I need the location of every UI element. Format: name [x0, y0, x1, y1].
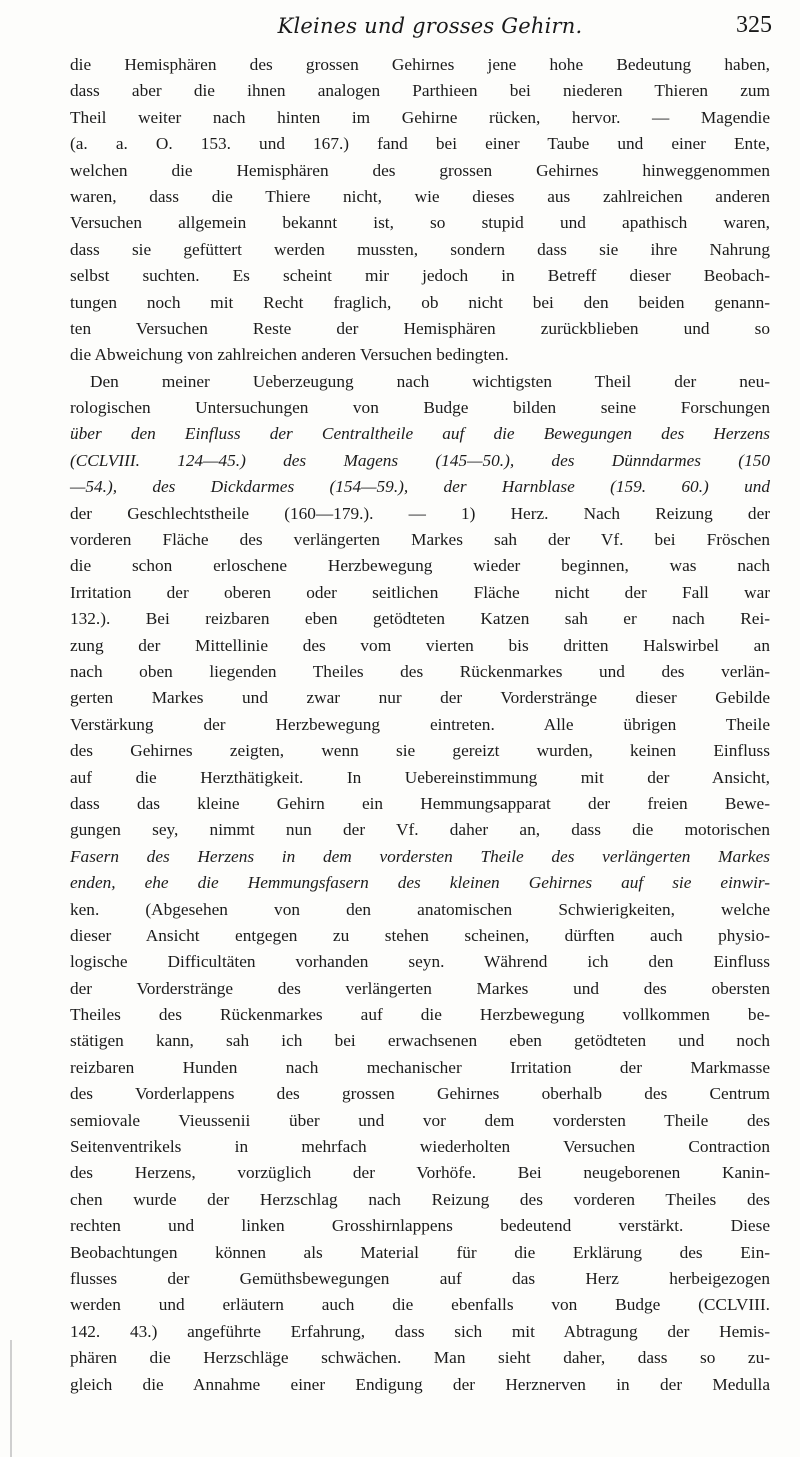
running-title: Kleines und grosses Gehirn.	[277, 14, 583, 38]
text-line: logische Difficultäten vorhanden seyn. Während ich den Einfluss	[70, 952, 770, 972]
text-line: Fasern des Herzens in dem vordersten Theile des verlängerten Markes	[70, 846, 770, 866]
text-line: enden, ehe die Hemmungsfasern des kleinen Gehirnes auf sie einwir-	[70, 873, 770, 893]
text-line: reizbaren Hunden nach mechanischer Irritation der Markmasse	[70, 1057, 770, 1077]
text-line: nach oben liegenden Theiles des Rückenmarkes und des verlän-	[70, 661, 770, 681]
text-line: des Vorderlappens des grossen Gehirnes oberhalb des Centrum	[70, 1084, 770, 1104]
body-text	[70, 52, 770, 1398]
page-header	[80, 12, 780, 48]
text-line: 142. 43.) angeführte Erfahrung, dass sich mit Abtragung der Hemis-	[70, 1321, 770, 1341]
paragraph-start-line: Den meiner Ueberzeugung nach wichtigsten Theil der neu-	[90, 371, 770, 391]
page-number: 325	[736, 12, 772, 38]
text-line: Theil weiter nach hinten im Gehirne rücken, hervor. — Magendie	[70, 107, 770, 127]
text-line: ten Versuchen Reste der Hemisphären zurückblieben und so	[70, 318, 770, 338]
text-line: die schon erloschene Herzbewegung wieder beginnen, was nach	[70, 556, 770, 576]
text-line: des Herzens, vorzüglich der Vorhöfe. Bei neugeborenen Kanin-	[70, 1163, 770, 1183]
text-line: selbst suchten. Es scheint mir jedoch in Betreff dieser Beobach-	[70, 266, 770, 286]
text-line: dieser Ansicht entgegen zu stehen scheinen, dürften auch physio-	[70, 925, 770, 945]
text-line: dass sie gefüttert werden mussten, sondern dass sie ihre Nahrung	[70, 239, 770, 259]
text-line: vorderen Fläche des verlängerten Markes sah der Vf. bei Fröschen	[70, 530, 770, 550]
text-line: die Abweichung von zahlreichen anderen Versuchen bedingten.	[70, 345, 509, 365]
text-line: dass das kleine Gehirn ein Hemmungsapparat der freien Bewe-	[70, 793, 770, 813]
text-line: rechten und linken Grosshirnlappens bedeutend verstärkt. Diese	[70, 1216, 770, 1236]
text-line: der Vorderstränge des verlängerten Markes und des obersten	[70, 978, 770, 998]
text-line: Theiles des Rückenmarkes auf die Herzbewegung vollkommen be-	[70, 1005, 770, 1025]
text-line: Seitenventrikels in mehrfach wiederholten Versuchen Contraction	[70, 1137, 770, 1157]
text-line: waren, dass die Thiere nicht, wie dieses aus zahlreichen anderen	[70, 186, 770, 206]
text-line: semiovale Vieussenii über und vor dem vordersten Theile des	[70, 1110, 770, 1130]
text-line: des Gehirnes zeigten, wenn sie gereizt wurden, keinen Einfluss	[70, 741, 770, 761]
text-line: chen wurde der Herzschlag nach Reizung des vorderen Theiles des	[70, 1189, 770, 1209]
text-line: gungen sey, nimmt nun der Vf. daher an, dass die motorischen	[70, 820, 770, 840]
text-line: —54.), des Dickdarmes (154—59.), der Harnblase (159. 60.) und	[70, 477, 770, 497]
text-line: flusses der Gemüthsbewegungen auf das Herz herbeigezogen	[70, 1268, 770, 1288]
text-line: ken. (Abgesehen von den anatomischen Schwierigkeiten, welche	[70, 899, 770, 919]
text-line: Beobachtungen können als Material für die Erklärung des Ein-	[70, 1242, 770, 1262]
text-line: Irritation der oberen oder seitlichen Fläche nicht der Fall war	[70, 582, 770, 602]
text-line: zung der Mittellinie des vom vierten bis dritten Halswirbel an	[70, 635, 770, 655]
page-edge-shadow	[10, 1340, 12, 1457]
text-line: 132.). Bei reizbaren eben getödteten Katzen sah er nach Rei-	[70, 609, 770, 629]
text-line: Verstärkung der Herzbewegung eintreten. Alle übrigen Theile	[70, 714, 770, 734]
text-line: der Geschlechtstheile (160—179.). — 1) Herz. Nach Reizung der	[70, 503, 770, 523]
text-line: auf die Herzthätigkeit. In Uebereinstimmung mit der Ansicht,	[70, 767, 770, 787]
text-line: über den Einfluss der Centraltheile auf die Bewegungen des Herzens	[70, 424, 770, 444]
text-line: tungen noch mit Recht fraglich, ob nicht bei den beiden genann-	[70, 292, 770, 312]
text-line: rologischen Untersuchungen von Budge bilden seine Forschungen	[70, 398, 770, 418]
text-line: Versuchen allgemein bekannt ist, so stupid und apathisch waren,	[70, 213, 770, 233]
text-line: (CCLVIII. 124—45.) des Magens (145—50.), des Dünndarmes (150	[70, 450, 770, 470]
text-line: gerten Markes und zwar nur der Vorderstränge dieser Gebilde	[70, 688, 770, 708]
text-line: dass aber die ihnen analogen Parthieen bei niederen Thieren zum	[70, 81, 770, 101]
text-line: die Hemisphären des grossen Gehirnes jene hohe Bedeutung haben,	[70, 55, 770, 74]
text-line: stätigen kann, sah ich bei erwachsenen eben getödteten und noch	[70, 1031, 770, 1051]
text-line: werden und erläutern auch die ebenfalls von Budge (CCLVIII.	[70, 1295, 770, 1315]
text-line: gleich die Annahme einer Endigung der Herznerven in der Medulla	[70, 1374, 770, 1394]
text-line: phären die Herzschläge schwächen. Man sieht daher, dass so zu-	[70, 1348, 770, 1368]
text-line: welchen die Hemisphären des grossen Gehirnes hinweggenommen	[70, 160, 770, 180]
text-line: (a. a. O. 153. und 167.) fand bei einer Taube und einer Ente,	[70, 134, 770, 154]
